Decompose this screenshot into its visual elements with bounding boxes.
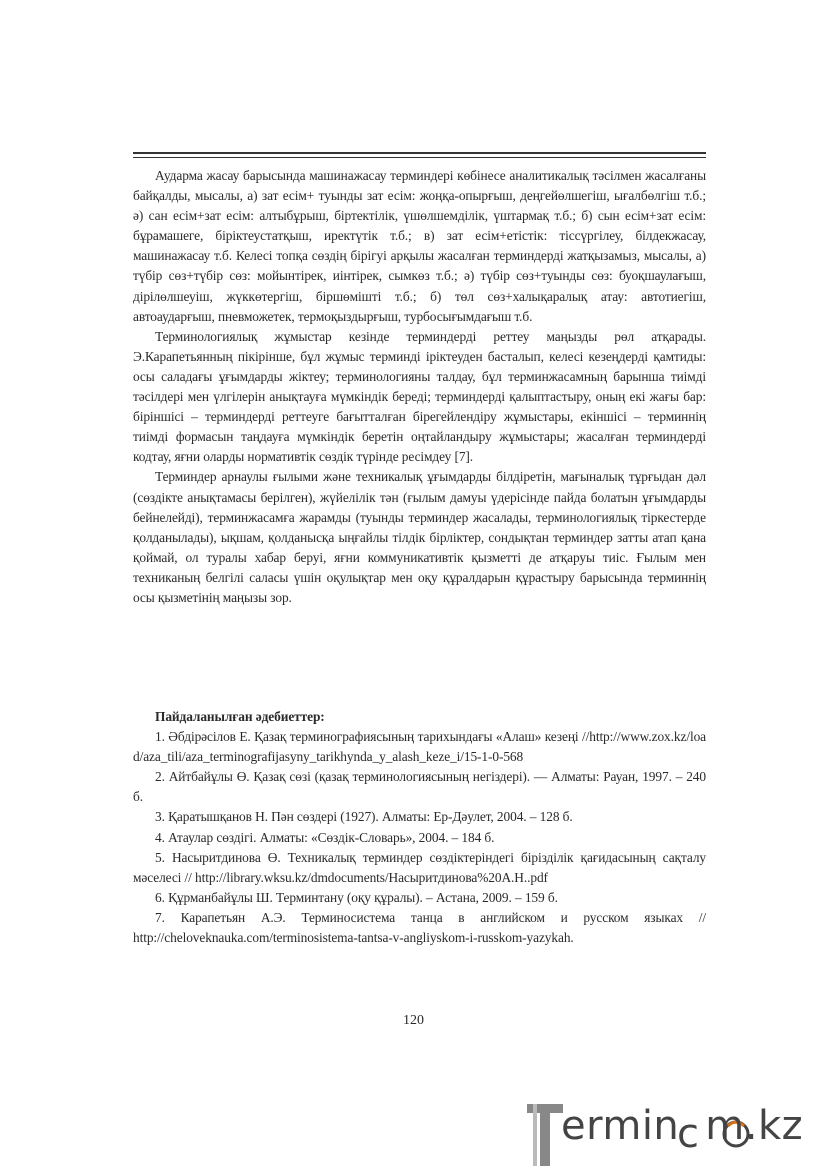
- reference-item-3: 3. Қаратышқанов Н. Пән сөздері (1927). Алматы: Ер-Дәулет, 2004. – 128 б.: [155, 809, 573, 825]
- logo-c-letter: c: [677, 1111, 699, 1157]
- reference-item-7: 7. Карапетьян А.Э. Терминосистема танца в английском и русском языках // http://cheloveknauka.com/terminosistema-tantsa-v-angliyskom-i-russkom-yazykah.: [133, 909, 706, 946]
- references-section: [133, 707, 706, 948]
- reference-item-1: [133, 727, 706, 767]
- reference-item-5: 5. Насыритдинова Ө. Техникалық терминдер сөздіктеріндегі бірізділік қағидасының сақталу мәселесі // http://library.wksu.kz/dmdocuments/Насыритдинова%20А.Н..pdf: [133, 849, 706, 885]
- site-logo[interactable]: [527, 1096, 827, 1169]
- reference-1-text: 1. Әбдірәсілов Е. Қазақ терминографиясының тарихындағы «Алаш» кезеңі: [155, 729, 579, 745]
- reference-item-6: 6. Құрманбайұлы Ш. Терминтану (оқу құралы). – Астана, 2009. – 159 б.: [155, 889, 558, 905]
- paragraph-3: Терминдер арнаулы ғылыми және техникалық ұғымдарды білдіретін, мағыналық тұрғыдан дәл (сөздікте анықтамасы берілген), жүйелілік тән (ғылым дамуы үдерісінде пайда болатын ұғымдарды бейнелейді), терминжасамға жарамды (туынды терминдер жасалады, терминологиялық тіркестерде қолданылады), ықшам, қолданысқа ыңғайлы тілдік бірліктер, сондықтан терминдер затты атап қана қоймай, ол туралы хабар беруі, яғни коммуникативтік қызметті де атқаруы тиіс. Ғылым мен техниканың белгілі саласы үшін оқулықтар мен оқу құралдарын құрастыру барысында терминнің осы қызметінің маңызы зор.: [133, 469, 706, 605]
- references-heading: Пайдаланылған әдебиеттер:: [155, 709, 325, 724]
- reference-item-4: 4. Атаулар сөздігі. Алматы: «Сөздік-Словарь», 2004. – 184 б.: [155, 829, 495, 845]
- paragraph-2: Терминологиялық жұмыстар кезінде терминдерді реттеу маңызды рөл атқарады. Э.Карапетьянның пікірінше, бұл жұмыс терминді іріктеуден басталып, келесі кезеңдерді қамтиды: осы саладағы ұғымдарды жіктеу; терминологияны талдау, бұл терминжасамның барынша тиімді тәсілдері мен үлгілерін анықтауға мүмкіндік береді; терминдерді қалыптастыру, оның екі жағы бар: біріншісі – терминдерді реттеуге бағытталған бірегейлендіру жұмыстары, екіншісі – терминнің тиімді формасын таңдауға мүмкіндік беретін оңтайландыру жұмыстары; жасалған терминдерді кодтау, яғни оларды нормативтік сөздік түрінде ресімдеу [7].: [133, 328, 706, 465]
- header-rule-thick: [133, 152, 706, 154]
- reference-item-2: 2. Айтбайұлы Ө. Қазақ сөзі (қазақ терминологиясының негіздері). — Алматы: Рауан, 1997. – 240 б.: [133, 769, 706, 805]
- header-rule-thin: [133, 157, 706, 158]
- body-text: [133, 166, 706, 608]
- reference-1-link[interactable]: //http://www.zox.kz/load/aza_tili/aza_terminografijasyny_tarikhynda_y_alash_keze_i/15-1-0-568: [133, 729, 707, 765]
- paragraph-1: Аударма жасау барысында машинажасау терминдері көбінесе аналитикалық тәсілмен жасалғаны байқалды, мысалы, а) зат есім+ туынды зат есім: жоңқа-опырғыш, деңгейөлшегіш, ығалбөлгіш т.б.; ә) сан есім+зат есім: алтыбұрыш, біртектілік, үшөлшемділік, үштармақ т.б.; б) сын есім+зат есім: бұрамашеге, біріктеустатқыш, иректүтік т.б.; в) зат есім+етістік: тіссүргілеу, білдекжасау, машинажасау т.б. Келесі топқа сөздің бірігуі арқылы жасалған терминдерді жатқызамыз, мысалы, а) түбір сөз+түбір сөз: мойынтірек, иінтірек, сымкөз т.б.; ә) түбір сөз+туынды сөз: буоқшаулағыш, дірілөлшеуіш, жүккөтергіш, біршөмішті т.б.; б) төл сөз+халықаралық атау: автотиегіш, автоаударғыш, пневможетек, термоқыздырғыш, турбосығымдағыш т.б.: [133, 168, 706, 324]
- logo-visible-text: ermin m.kz: [561, 1103, 804, 1149]
- page-number: 120: [403, 1013, 424, 1028]
